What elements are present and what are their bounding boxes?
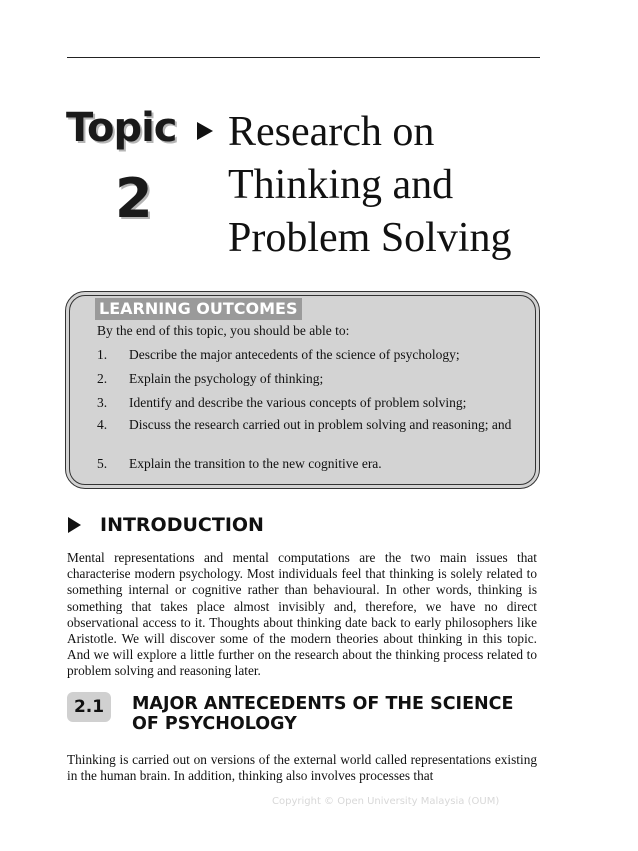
chapter-title-line: Problem Solving	[228, 215, 512, 261]
learning-outcome-text: Describe the major antecedents of the science of psychology;	[129, 347, 460, 362]
topic-number: 2	[115, 167, 153, 230]
introduction-title: INTRODUCTION	[100, 514, 264, 536]
learning-outcome-number: 5.	[97, 456, 108, 471]
section-paragraph: Thinking is carried out on versions of the external world called representations existing in the human brain. In addition, thinking also involves processes that	[67, 752, 537, 784]
section-title: MAJOR ANTECEDENTS OF THE SCIENCE OF PSYCHOLOGY	[132, 694, 514, 734]
learning-outcomes-intro: By the end of this topic, you should be able to:	[97, 323, 350, 338]
introduction-paragraph: Mental representations and mental computations are the two main issues that characterise modern psychology. Most individuals feel that thinking is solely related to something internal or cognitive rather than behavioural. In other words, thinking is something that takes place almost invisibly and, therefore, we have no direct observational access to it. Thoughts about thinking date back to early philosophers like Aristotle. We will discover some of the modern theories about thinking in this topic. And we will explore a little further on the research about the thinking process related to problem solving and reasoning later.	[67, 550, 537, 679]
topic-label: Topic	[66, 105, 177, 151]
learning-outcomes-heading: LEARNING OUTCOMES	[95, 298, 302, 320]
triangle-right-icon	[68, 517, 81, 533]
chapter-title-line: Research on	[228, 109, 435, 155]
topic-arrow-icon	[197, 122, 213, 140]
section-number-badge: 2.1	[67, 692, 111, 722]
learning-outcome-text: Identify and describe the various concepts of problem solving;	[129, 395, 467, 410]
copyright-watermark: Copyright © Open University Malaysia (OUM)	[272, 796, 500, 807]
header-rule	[67, 57, 540, 58]
chapter-title	[228, 106, 558, 265]
learning-outcome-number: 4.	[97, 417, 108, 432]
learning-outcome-number: 1.	[97, 347, 108, 362]
learning-outcome-number: 2.	[97, 371, 108, 386]
chapter-title-line: Thinking and	[228, 162, 454, 208]
learning-outcome-text: Discuss the research carried out in problem solving and reasoning; and	[129, 417, 512, 432]
learning-outcome-text: Explain the psychology of thinking;	[129, 371, 324, 386]
learning-outcome-text: Explain the transition to the new cognitive era.	[129, 456, 382, 471]
learning-outcome-number: 3.	[97, 395, 108, 410]
